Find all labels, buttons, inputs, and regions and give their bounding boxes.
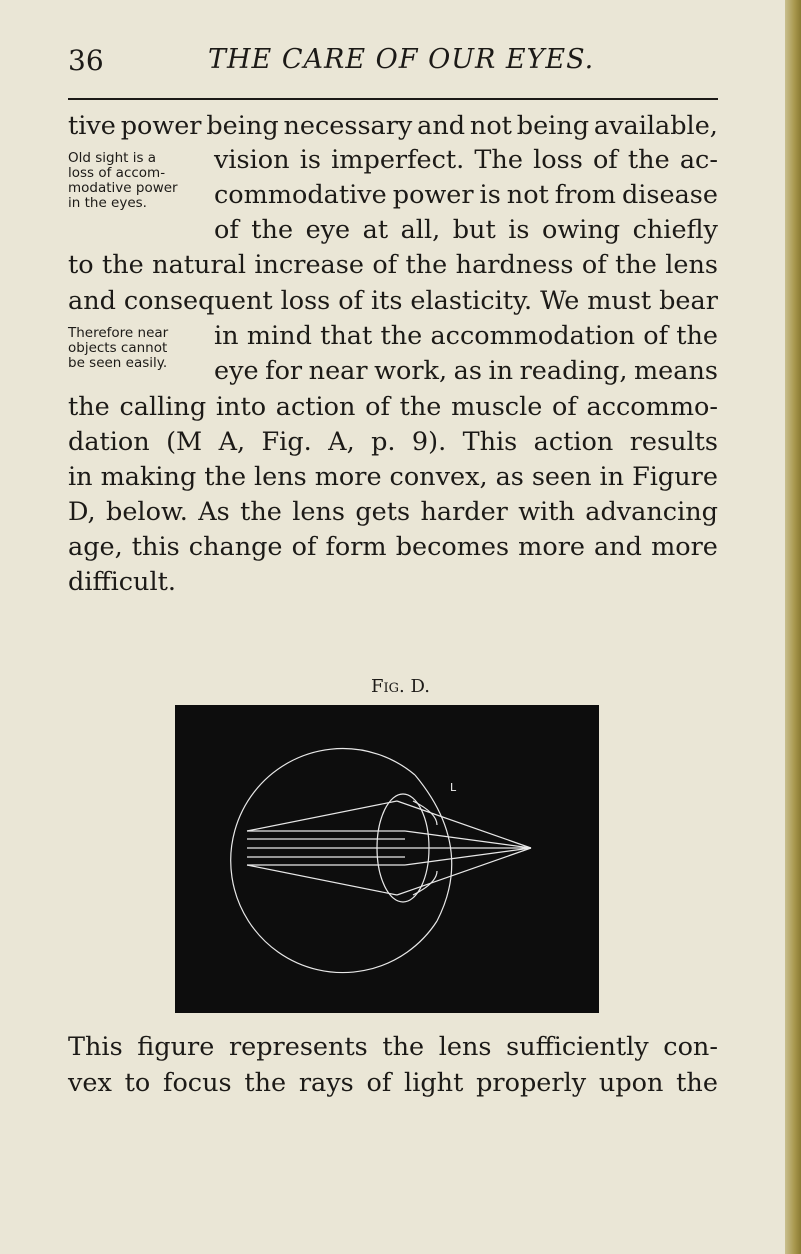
word: hardness [455,250,574,280]
word: at [362,215,389,245]
word: the [380,321,423,351]
word: focus [163,1068,232,1098]
word: commodative [214,180,387,210]
word: seen [531,462,592,492]
word: the [204,462,247,492]
margin-note [68,151,178,211]
word: increase [254,250,364,280]
word: but [452,215,496,245]
word: of [366,1068,392,1098]
word: is [479,180,501,210]
body-line [68,1068,718,1098]
word: elasticity. [410,286,533,316]
word: in [68,462,93,492]
word: with [518,497,575,527]
word: disease [621,180,718,210]
margin-note-line: Old sight is a [68,150,157,166]
word: necessary [283,111,413,141]
word: dation [68,427,150,457]
word: advancing [585,497,718,527]
word: from [554,180,616,210]
body-line [214,321,718,351]
word: D, [68,497,96,527]
margin-note [68,326,168,371]
word: loss [280,286,331,316]
word: As [198,497,230,527]
word: as [495,462,524,492]
word: making [100,462,197,492]
word: the [251,215,294,245]
figure-caption: Fig. D. [371,676,430,697]
word: all, [400,215,441,245]
word: the [240,497,282,527]
word: being [206,111,279,141]
word: results [629,427,718,457]
running-title: THE CARE OF OUR EYES. [208,44,595,75]
word: imperfect. [331,145,465,175]
word: that [320,321,373,351]
word: of [552,392,577,422]
body-line [214,356,718,386]
word: figure [137,1032,215,1062]
word: owing [541,215,621,245]
body-line [68,1032,718,1062]
word: the [676,1068,718,1098]
word: is [508,215,530,245]
word: is [299,145,321,175]
word: more [651,532,718,562]
word: the [399,392,442,422]
word: the [627,145,670,175]
margin-note-line: be seen easily. [68,355,168,371]
word: mind [246,321,312,351]
word: represents [228,1032,368,1062]
word: of [592,145,618,175]
word: natural [152,250,247,280]
word: age, [68,532,123,562]
word: form [325,532,387,562]
word: the [68,392,110,422]
word: The [474,145,523,175]
word: more [314,462,382,492]
word: bear [659,286,718,316]
word: gets [355,497,411,527]
body-line [68,286,718,316]
word: for [265,356,303,386]
word: the [382,1032,425,1062]
page-number: 36 [68,44,104,77]
word: the [405,250,448,280]
word: of [291,532,317,562]
word: upon [598,1068,664,1098]
word: its [370,286,403,316]
word: not [469,111,512,141]
word: eye [214,356,259,386]
word: accommo- [586,392,718,422]
word: lens [665,250,718,280]
word: p. [371,427,396,457]
word: convex, [389,462,488,492]
word: light [404,1068,464,1098]
word: reading, [519,356,628,386]
margin-note-line: objects cannot [68,340,168,356]
word: We [540,286,580,316]
word: 9). [411,427,447,457]
word: power [392,180,474,210]
margin-note-line: in the eyes. [68,195,147,211]
word: lens [292,497,345,527]
word: in [214,321,239,351]
page-header [68,44,718,84]
word: lens [254,462,307,492]
body-line [214,215,718,245]
word: consequent [123,286,273,316]
word: calling [119,392,207,422]
word: accommodation [430,321,635,351]
word: This [462,427,518,457]
word: This [68,1032,123,1062]
word: muscle [451,392,543,422]
word: vision [214,145,290,175]
word: of [338,286,363,316]
margin-note-line: Therefore near [68,325,169,341]
word: to [124,1068,151,1098]
word: tive [68,111,116,141]
word: action [533,427,614,457]
body-line [68,392,718,422]
word: of [372,250,398,280]
body-line [68,427,718,457]
word: the [676,321,718,351]
word: and [594,532,642,562]
word: and [68,286,116,316]
body-line [68,462,718,492]
word: action [275,392,356,422]
word: means [633,356,718,386]
word: in [488,356,514,386]
word: this [131,532,180,562]
word: eye [305,215,351,245]
body-line [68,111,718,141]
word: lens [438,1032,492,1062]
word: to [68,250,94,280]
body-line [214,145,718,175]
margin-note-line: loss of accom- [68,165,166,181]
word: harder [420,497,508,527]
word: change [188,532,283,562]
word: (M [166,427,203,457]
eye-diagram [175,705,599,1013]
word: A, [218,427,246,457]
word: A, [328,427,355,457]
eye-lens-figure [175,705,599,1013]
word: more [518,532,585,562]
header-rule [68,98,718,100]
word: ac- [679,145,718,175]
word: work, [374,356,448,386]
body-line [68,250,718,280]
word: Fig. [261,427,312,457]
word: must [587,286,652,316]
word: the [244,1068,287,1098]
word: being [516,111,590,141]
word: the [102,250,144,280]
word: of [365,392,390,422]
word: rays [298,1068,354,1098]
eyeball-outline [231,749,437,973]
word: of [581,250,607,280]
word: and [417,111,466,141]
word: loss [533,145,583,175]
word: of [214,215,239,245]
word: into [215,392,267,422]
word: con- [663,1032,718,1062]
word: as [453,356,482,386]
word: properly [476,1068,587,1098]
word: Figure [632,462,718,492]
body-line [68,532,718,562]
body-line [68,497,718,527]
lens-label: L [450,781,457,794]
word: near [308,356,368,386]
body-line [214,180,718,210]
body-line-last: difficult. [68,567,176,597]
page-edge [785,0,801,1254]
word: vex [68,1068,112,1098]
word: becomes [395,532,510,562]
word: not [506,180,549,210]
word: sufficiently [506,1032,649,1062]
word: power [120,111,202,141]
word: the [615,250,657,280]
margin-note-line: modative power [68,180,178,196]
word: of [643,321,669,351]
word: below. [106,497,188,527]
word: chiefly [632,215,718,245]
word: available, [593,111,718,141]
word: in [599,462,625,492]
